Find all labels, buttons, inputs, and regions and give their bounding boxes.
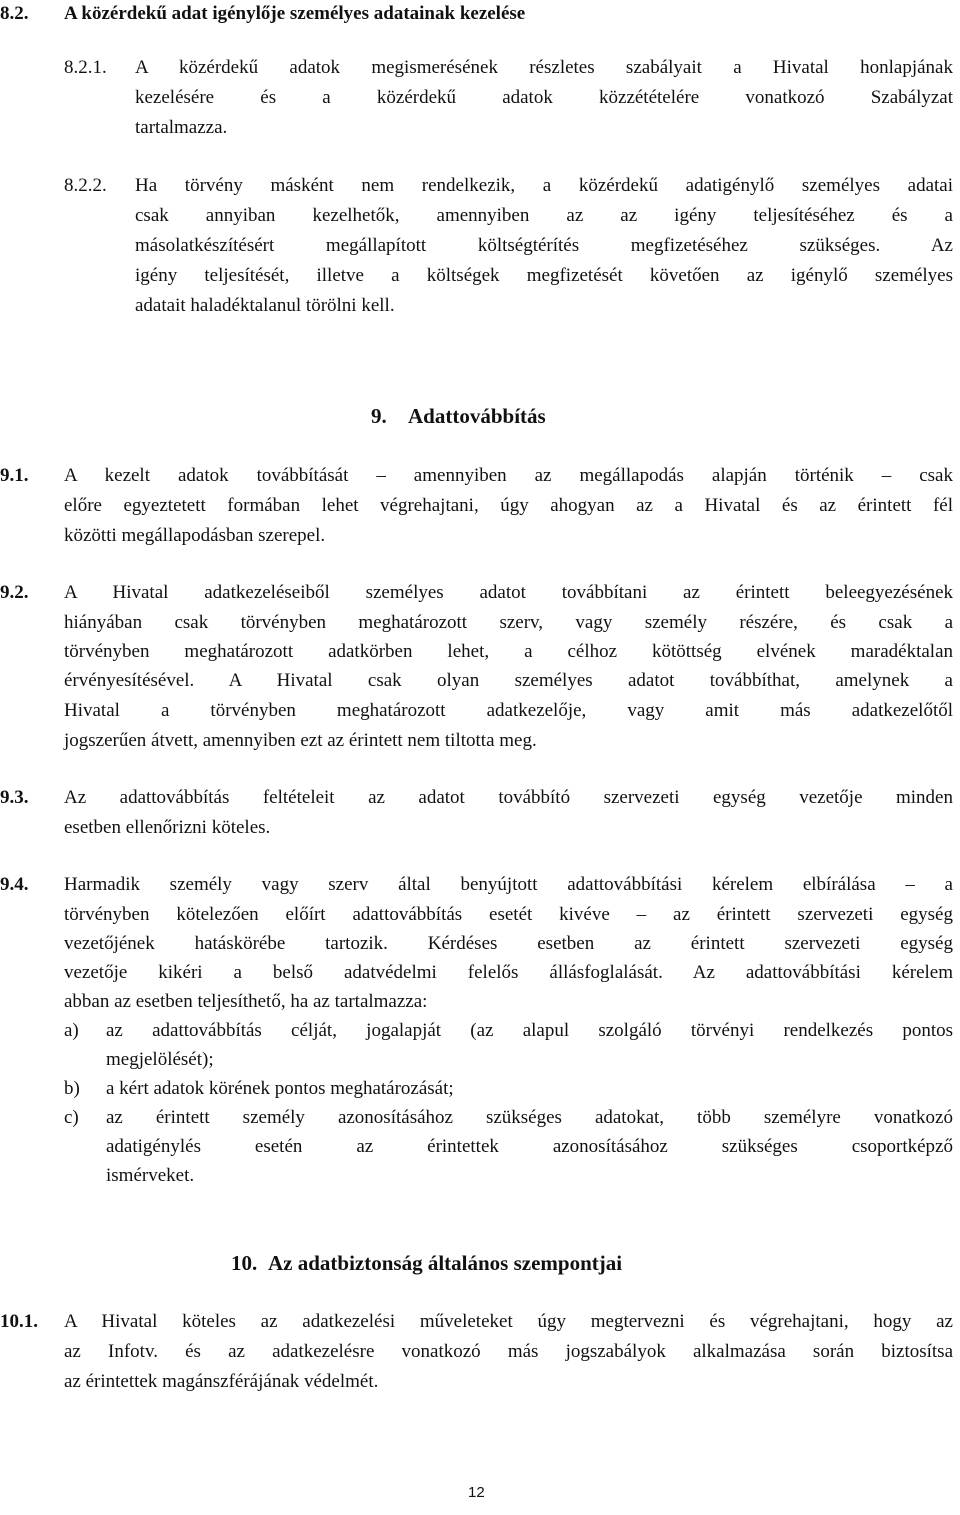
paragraph-number: 9.1. [0,465,29,486]
section-title: Adattovábbítás [408,404,546,428]
paragraph-line: az Infotv. és az adatkezelésre vonatkozó más jogszabályok alkalmazása során biztosítsa [64,1341,953,1362]
paragraph-line: A Hivatal köteles az adatkezelési műveleteket úgy megtervezni és végrehajtani, hogy az [64,1311,953,1332]
paragraph-line: A közérdekű adatok megismerésének részletes szabályait a Hivatal honlapjának [135,57,953,78]
section-number: 8.2. [0,3,29,24]
paragraph-number: 9.3. [0,787,29,808]
section-number: 9. [371,404,387,428]
paragraph-line: vezetője kikéri a belső adatvédelmi felelős állásfoglalását. Az adattovábbítási kérelem [64,962,953,983]
list-item-label: b) [64,1078,80,1099]
paragraph-line: hiányában csak törvényben meghatározott szerv, vagy személy részére, és csak a [64,612,953,633]
list-item-line: a kért adatok körének pontos meghatározását; [106,1078,454,1099]
paragraph-line: tartalmazza. [135,117,228,138]
section-title: A közérdekű adat igénylője személyes adatainak kezelése [64,3,526,24]
list-item-line: megjelölését); [106,1049,214,1070]
paragraph-line: másolatkészítésért megállapított költségtérítés megfizetéséhez szükséges. Az [135,235,953,256]
paragraph-line: Hivatal a törvényben meghatározott adatkezelője, vagy amit más adatkezelőtől [64,700,953,721]
list-item-label: c) [64,1107,79,1128]
paragraph-number: 9.2. [0,582,29,603]
paragraph-line: közötti megállapodásban szerepel. [64,525,326,546]
paragraph-line: törvényben meghatározott adatkörben lehet, a célhoz kötöttség elvének maradéktalan [64,641,953,662]
paragraph-line: Harmadik személy vagy szerv által benyújtott adattovábbítási kérelem elbírálása – a [64,874,953,895]
paragraph-line: az érintettek magánszférájának védelmét. [64,1371,379,1392]
section-number: 10. [231,1251,258,1275]
paragraph-line: jogszerűen átvett, amennyiben ezt az érintett nem tiltotta meg. [64,730,537,751]
list-item-line: adatigénylés esetén az érintettek azonosításához szükséges csoportképző [106,1136,953,1157]
paragraph-line: abban az esetben teljesíthető, ha az tartalmazza: [64,991,428,1012]
paragraph-line: törvényben kötelezően előírt adattovábbítás esetét kivéve – az érintett szervezeti egység [64,904,953,925]
paragraph-number: 8.2.1. [64,57,107,78]
paragraph-line: Ha törvény másként nem rendelkezik, a közérdekű adatigénylő személyes adatai [135,175,953,196]
paragraph-line: csak annyiban kezelhetők, amennyiben az az igény teljesítéséhez és a [135,205,953,226]
list-item-line: az adattovábbítás célját, jogalapját (az alapul szolgáló törvényi rendelkezés pontos [106,1020,953,1041]
paragraph-number: 10.1. [0,1311,38,1332]
list-item-line: az érintett személy azonosításához szükséges adatokat, több személyre vonatkozó [106,1107,953,1128]
paragraph-line: érvényesítésével. A Hivatal csak olyan személyes adatot továbbíthat, amelynek a [64,670,953,691]
paragraph-line: igény teljesítését, illetve a költségek megfizetését követően az igénylő személyes [135,265,953,286]
paragraph-number: 8.2.2. [64,175,107,196]
paragraph-line: A Hivatal adatkezeléseiből személyes adatot továbbítani az érintett beleegyezésének [64,582,953,603]
list-item-label: a) [64,1020,79,1041]
paragraph-number: 9.4. [0,874,29,895]
paragraph-line: esetben ellenőrizni köteles. [64,817,271,838]
paragraph-line: kezelésére és a közérdekű adatok közzétételére vonatkozó Szabályzat [135,87,953,108]
page-number: 12 [468,1484,485,1501]
list-item-line: ismérveket. [106,1165,195,1186]
paragraph-line: adatait haladéktalanul törölni kell. [135,295,395,316]
section-title: Az adatbiztonság általános szempontjai [268,1251,623,1275]
paragraph-line: Az adattovábbítás feltételeit az adatot továbbító szervezeti egység vezetője minden [64,787,953,808]
paragraph-line: A kezelt adatok továbbítását – amennyiben az megállapodás alapján történik – csak [64,465,953,486]
paragraph-line: előre egyeztetett formában lehet végrehajtani, úgy ahogyan az a Hivatal és az érintett fél [64,495,953,516]
paragraph-line: vezetőjének hatáskörébe tartozik. Kérdéses esetben az érintett szervezeti egység [64,933,953,954]
